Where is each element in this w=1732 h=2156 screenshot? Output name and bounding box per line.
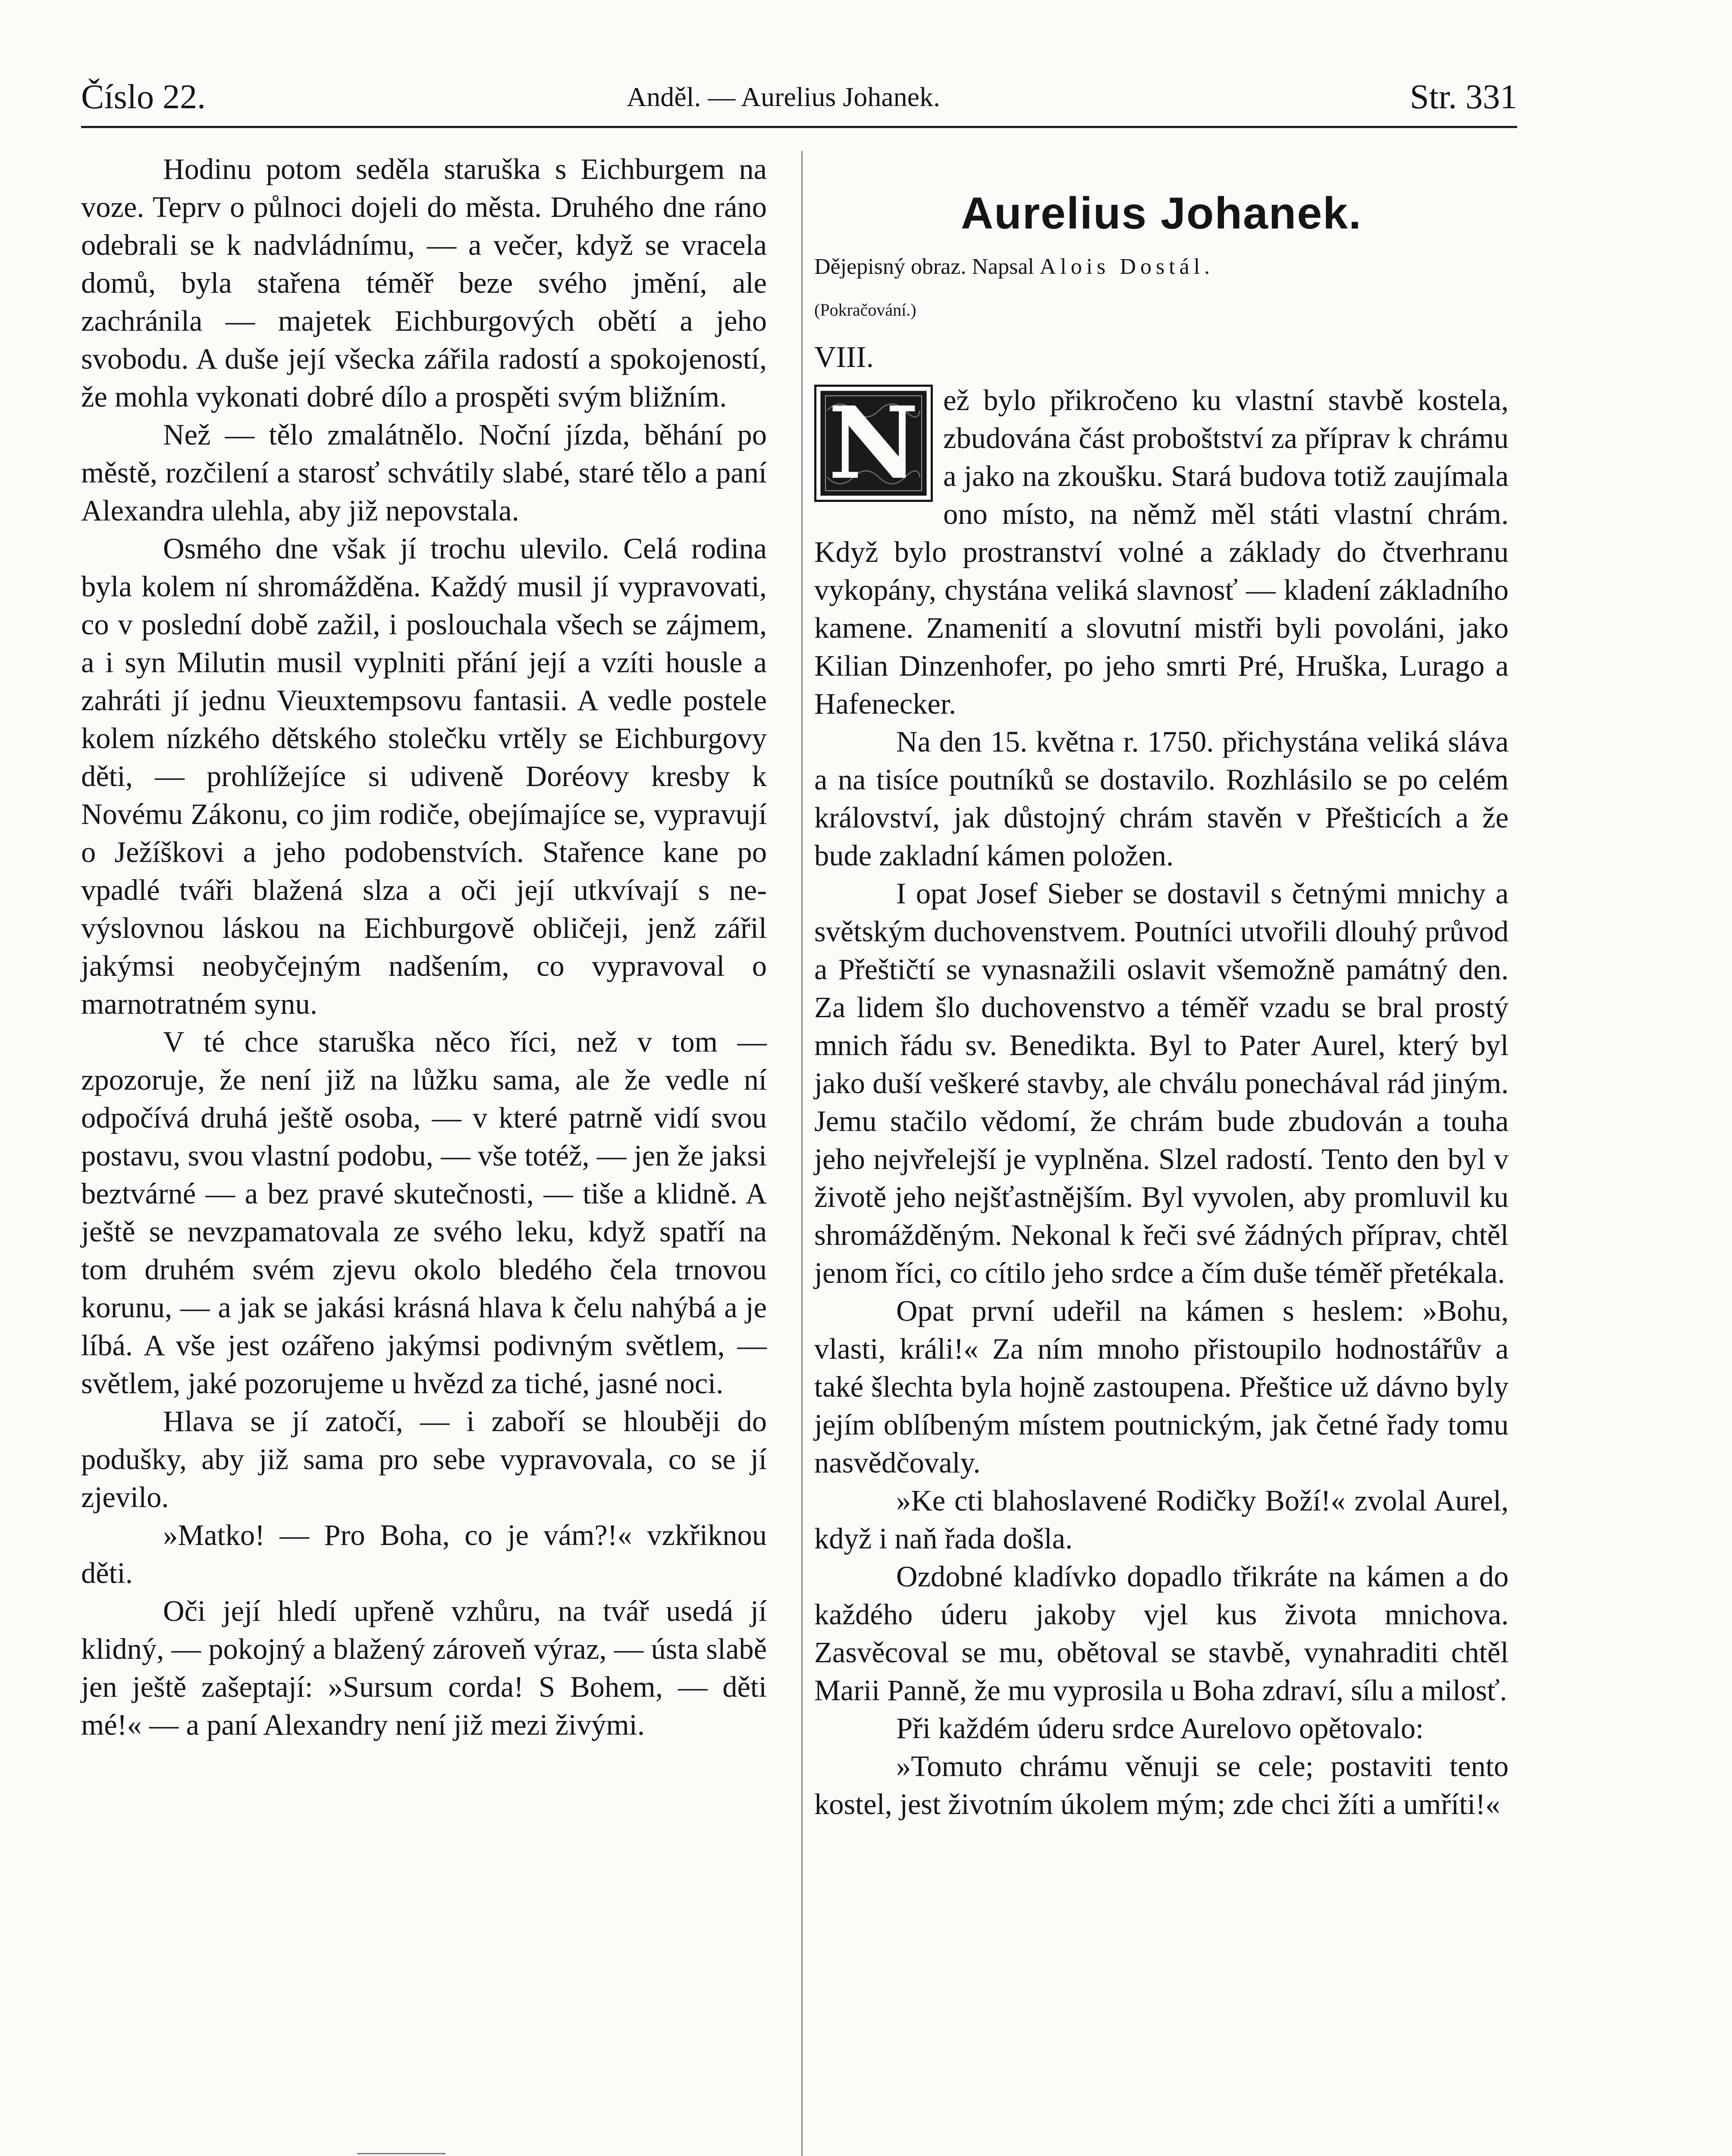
right-paragraph: »Ke cti blahoslavené Rodičky Boží!« zvolal Aurel, když i naň řada došla.	[814, 1484, 1509, 1555]
article-title: Aurelius Johanek.	[961, 188, 1362, 238]
first-paragraph-text: ež bylo přikročeno ku vlastní stavbě kostela, zbudována část proboštství za příprav k chrámu a jako na zkoušku. Stará budova totiž zaujímala ono místo, na němž měl státi vlastní chrám. Když bylo prostranství volné a základy do čtverhranu vykopány, chystána veliká slavnosť — kladení základního kamene. Znamenití a slovutní mistři byli povoláni, jako Kilian Dinzenhofer, po jeho smrti Pré, Hruška, Lurago a Hafenecker.	[814, 384, 1509, 720]
issue-number: Číslo 22.	[81, 78, 206, 116]
left-column	[81, 150, 767, 1744]
chapter-number: VIII.	[814, 341, 874, 374]
right-paragraph: »Tomuto chrámu věnuji se cele; postaviti tento kostel, jest životním úkolem mým; zde chci žíti a umříti!«	[814, 1750, 1509, 1821]
continuation-note: (Pokračování.)	[814, 300, 916, 320]
page-number: Str. 331	[1410, 78, 1517, 116]
left-paragraph: V té chce staruška něco říci, než v tom — zpozoruje, že není již na lůžku sama, ale že vedle ní odpočívá druhá ještě osoba, — v které patrně vidí svou postavu, svou vlastní podobu, — vše totéž, — jen že jaksi beztvárné — a bez pravé skutečnosti, — tiše a klidně. A ještě se nevzpamatovala ze svého leku, když spatří na tom druhém svém zjevu okolo bledého čela trnovou korunu, — a jak se jakási krásná hlava k čelu nahýbá a je líbá. A vše jest ozářeno jakýmsi podivným světlem, — světlem, jaké pozorujeme u hvězd za tiché, jasné noci.	[81, 1025, 767, 1400]
left-paragraph: Oči její hledí upřeně vzhůru, na tvář usedá jí klidný, — pokojný a blažený zároveň výraz, — ústa slabě jen ještě zašeptají: »Sursum corda! S Bohem, — děti mé!« — a paní Alexandry není již mezi živými.	[81, 1595, 767, 1741]
left-paragraph: Než — tělo zmalátnělo. Noční jízda, běhání po městě, rozčilení a starosť schvátily slabé, staré tělo a paní Alexandra ulehla, aby již nepovstala.	[81, 418, 767, 527]
right-paragraph: I opat Josef Sieber se dostavil s četnými mnichy a světským duchovenstvem. Poutníci utvořili dlouhý průvod a Přeštičtí se vynasnažili oslavit všemožně památný den. Za lidem šlo duchovenstvo a téměř vzadu se bral prostý mnich řádu sv. Benedikta. Byl to Pater Aurel, který byl jako duší veškeré stavby, ale chválu ponechával rád jiným. Jemu stačilo vědomí, že chrám bude zbudován a touha jeho nejvřelejší je vyplněna. Slzel radostí. Tento den byl v životě jeho nejšťastnějším. Byl vyvolen, aby promluvil ku shromážděným. Nekonal k řeči své žádných příprav, chtěl jenom říci, co cítilo jeho srdce a čím duše téměř přetékala.	[814, 877, 1509, 1289]
ornamental-initial	[814, 385, 933, 502]
right-column	[814, 185, 1509, 1823]
left-paragraph: Hodinu potom seděla staruška s Eichburgem na voze. Teprv o půlnoci dojeli do města. Druhého dne ráno odebrali se k nadvládnímu, — a večer, když se vracela domů, byla stařena téměř beze svého jmění, ale zachránila — majetek Eichburgových obětí a jeho svobodu. A duše její všecka zářila radostí a spokojeností, že mohla vykonati dobré dílo a prospěti svým bližním.	[81, 153, 767, 413]
article-subtitle	[814, 248, 1509, 286]
initial-letter: N	[828, 385, 919, 501]
right-paragraph: Na den 15. května r. 1750. přichystána veliká sláva a na tisíce poutníků se dostavilo. Rozhlásilo se po celém království, jak důstojný chrám stavěn v Přešticích a že bude zakladní kámen položen.	[814, 725, 1509, 872]
subtitle-prefix: Dějepisný obraz. Napsal	[814, 254, 1034, 279]
article-author: Alois Dostál.	[1039, 254, 1214, 279]
header-rule	[81, 126, 1517, 128]
first-paragraph	[814, 381, 1509, 723]
right-paragraph: Při každém úderu srdce Aurelovo opětovalo:	[896, 1712, 1424, 1745]
left-paragraph: »Matko! — Pro Boha, co je vám?!« vzkřiknou děti.	[81, 1519, 767, 1589]
column-divider	[801, 151, 803, 2156]
right-paragraph: Opat první udeřil na kámen s heslem: »Bohu, vlasti, králi!« Za ním mnoho přistoupilo hodnostářův a také šlechta byla hojně zastoupena. Přeštice už dávno byly jejím oblíbeným místem poutnickým, jak četné řady tomu nasvědčovaly.	[814, 1294, 1509, 1479]
section-end-rule	[357, 2153, 446, 2154]
left-paragraph: Hlava se jí zatočí, — i zaboří se hlouběji do podušky, aby již sama pro sebe vypravovala, co se jí zjevilo.	[81, 1405, 767, 1514]
page-header	[81, 78, 1517, 123]
running-title: Anděl. — Aurelius Johanek.	[627, 81, 940, 112]
right-paragraph: Ozdobné kladívko dopadlo třikráte na kámen a do každého úderu jakoby vjel kus života mnichova. Zasvěcoval se mu, obětoval se stavbě, vynahraditi chtěl Marii Panně, že mu vyprosila u Boha zdraví, sílu a milosť.	[814, 1560, 1509, 1707]
left-paragraph: Osmého dne však jí trochu ulevilo. Celá rodina byla kolem ní shromážděna. Každý musil jí vypravovati, co v poslední době zažil, i poslouchala všech se zájmem, a i syn Milutin musil vyplniti přání její a vzíti housle a zahráti jí jednu Vieuxtempsovu fantasii. A vedle postele kolem nízkého dětského stolečku vrtěly se Eichburgovy děti, — prohlížejíce si udiveně Doréovy kresby k Novému Zákonu, co jim rodiče, obejímajíce se, vypravují o Ježíškovi a jeho podobenstvích. Stařence kane po vpadlé tváři blažená slza a oči její utkvívají s nevýslovnou láskou na Eichburgově obličeji, jenž zářil jakýmsi neobyčejným nadšením, co vypravoval o marnotratném synu.	[81, 532, 767, 1020]
